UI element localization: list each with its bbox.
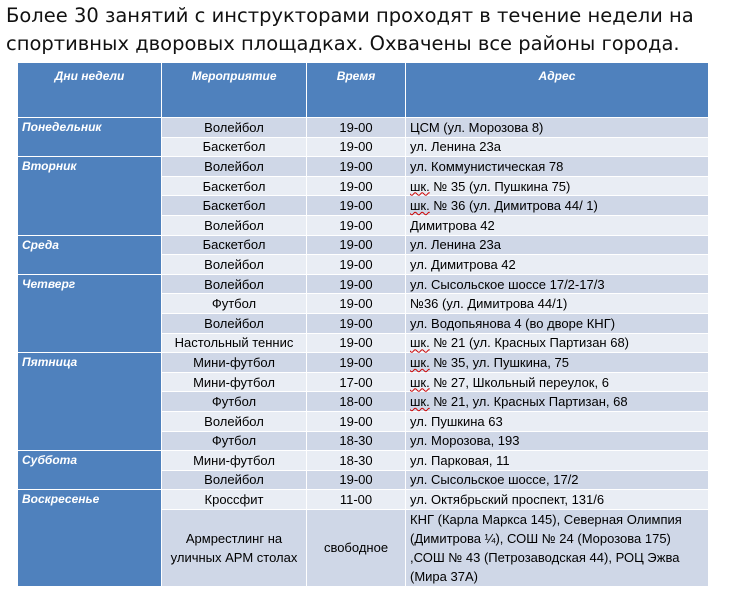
spellcheck-mark: шк. xyxy=(410,178,430,194)
table-row xyxy=(18,235,709,255)
event-cell: Футбол xyxy=(162,392,307,412)
table-row xyxy=(18,274,709,294)
time-cell: 19-00 xyxy=(307,313,406,333)
table-row xyxy=(18,118,709,138)
time-cell: 18-30 xyxy=(307,451,406,471)
day-cell: Суббота xyxy=(18,451,162,490)
address-cell: шк. № 35, ул. Пушкина, 75 xyxy=(406,353,709,373)
event-cell: Настольный теннис xyxy=(162,333,307,353)
header-time: Время xyxy=(307,63,406,118)
event-cell: Волейбол xyxy=(162,411,307,431)
event-cell: Футбол xyxy=(162,431,307,451)
time-cell: 19-00 xyxy=(307,333,406,353)
time-cell: 18-30 xyxy=(307,431,406,451)
time-cell: 17-00 xyxy=(307,372,406,392)
time-cell: свободное xyxy=(307,509,406,586)
event-cell: Кроссфит xyxy=(162,490,307,510)
address-cell: ул. Парковая, 11 xyxy=(406,451,709,471)
event-cell: Баскетбол xyxy=(162,235,307,255)
day-cell: Вторник xyxy=(18,157,162,235)
time-cell: 19-00 xyxy=(307,255,406,275)
table-row xyxy=(18,451,709,471)
spellcheck-mark: шк. xyxy=(410,335,430,351)
time-cell: 19-00 xyxy=(307,294,406,314)
address-cell: №36 (ул. Димитрова 44/1) xyxy=(406,294,709,314)
address-cell: ул. Сысольское шоссе, 17/2 xyxy=(406,470,709,490)
table-row xyxy=(18,157,709,177)
event-cell: Волейбол xyxy=(162,157,307,177)
address-cell: ул. Ленина 23а xyxy=(406,137,709,157)
address-cell: ул. Октябрьский проспект, 131/6 xyxy=(406,490,709,510)
address-cell: шк. № 27, Школьный переулок, 6 xyxy=(406,372,709,392)
address-cell: шк. № 35 (ул. Пушкина 75) xyxy=(406,176,709,196)
header-days: Дни недели xyxy=(18,63,162,118)
time-cell: 19-00 xyxy=(307,196,406,216)
event-cell: Волейбол xyxy=(162,274,307,294)
day-cell: Среда xyxy=(18,235,162,274)
schedule-table xyxy=(17,62,709,587)
event-cell: Мини-футбол xyxy=(162,451,307,471)
time-cell: 18-00 xyxy=(307,392,406,412)
address-cell: ул. Сысольское шоссе 17/2-17/3 xyxy=(406,274,709,294)
time-cell: 19-00 xyxy=(307,235,406,255)
address-cell: Димитрова 42 xyxy=(406,215,709,235)
time-cell: 19-00 xyxy=(307,470,406,490)
address-cell: ул. Димитрова 42 xyxy=(406,255,709,275)
address-cell: шк. № 21 (ул. Красных Партизан 68) xyxy=(406,333,709,353)
table-row xyxy=(18,490,709,510)
address-cell: КНГ (Карла Маркса 145), Северная Олимпия (Димитрова ¼), СОШ № 24 (Морозова 175) ,СОШ № 43 (Петрозаводская 44), РОЦ Эжва (Мира 37А) xyxy=(406,509,709,586)
address-cell: ЦСМ (ул. Морозова 8) xyxy=(406,118,709,138)
day-cell: Четверг xyxy=(18,274,162,352)
address-cell: шк. № 36 (ул. Димитрова 44/ 1) xyxy=(406,196,709,216)
event-cell: Баскетбол xyxy=(162,196,307,216)
time-cell: 19-00 xyxy=(307,215,406,235)
event-cell: Волейбол xyxy=(162,215,307,235)
event-cell: Баскетбол xyxy=(162,176,307,196)
header-address: Адрес xyxy=(406,63,709,118)
time-cell: 11-00 xyxy=(307,490,406,510)
event-cell: Мини-футбол xyxy=(162,372,307,392)
time-cell: 19-00 xyxy=(307,353,406,373)
time-cell: 19-00 xyxy=(307,118,406,138)
day-cell: Понедельник xyxy=(18,118,162,157)
address-cell: ул. Пушкина 63 xyxy=(406,411,709,431)
table-row xyxy=(18,353,709,373)
address-cell: ул. Водопьянова 4 (во дворе КНГ) xyxy=(406,313,709,333)
event-cell: Волейбол xyxy=(162,118,307,138)
day-cell: Воскресенье xyxy=(18,490,162,587)
event-cell: Волейбол xyxy=(162,470,307,490)
time-cell: 19-00 xyxy=(307,274,406,294)
event-cell: Баскетбол xyxy=(162,137,307,157)
spellcheck-mark: шк. xyxy=(410,354,430,370)
address-cell: ул. Ленина 23а xyxy=(406,235,709,255)
spellcheck-mark: шк. xyxy=(410,374,430,390)
time-cell: 19-00 xyxy=(307,411,406,431)
event-cell: Мини-футбол xyxy=(162,353,307,373)
event-cell: Футбол xyxy=(162,294,307,314)
day-cell: Пятница xyxy=(18,353,162,451)
address-cell: ул. Морозова, 193 xyxy=(406,431,709,451)
time-cell: 19-00 xyxy=(307,137,406,157)
time-cell: 19-00 xyxy=(307,176,406,196)
event-cell: Волейбол xyxy=(162,255,307,275)
address-cell: шк. № 21, ул. Красных Партизан, 68 xyxy=(406,392,709,412)
event-cell: Волейбол xyxy=(162,313,307,333)
schedule-body xyxy=(18,118,709,587)
table-header-row xyxy=(18,63,709,118)
page-heading: Более 30 занятий с инструкторами проходят в течение недели на спортивных дворовых площадках. Охвачены все районы города. xyxy=(6,4,694,55)
header-event: Мероприятие xyxy=(162,63,307,118)
spellcheck-mark: шк. xyxy=(410,198,430,214)
event-cell: Армрестлинг на уличных АРМ столах xyxy=(162,509,307,586)
spellcheck-mark: шк. xyxy=(410,394,430,410)
address-cell: ул. Коммунистическая 78 xyxy=(406,157,709,177)
time-cell: 19-00 xyxy=(307,157,406,177)
